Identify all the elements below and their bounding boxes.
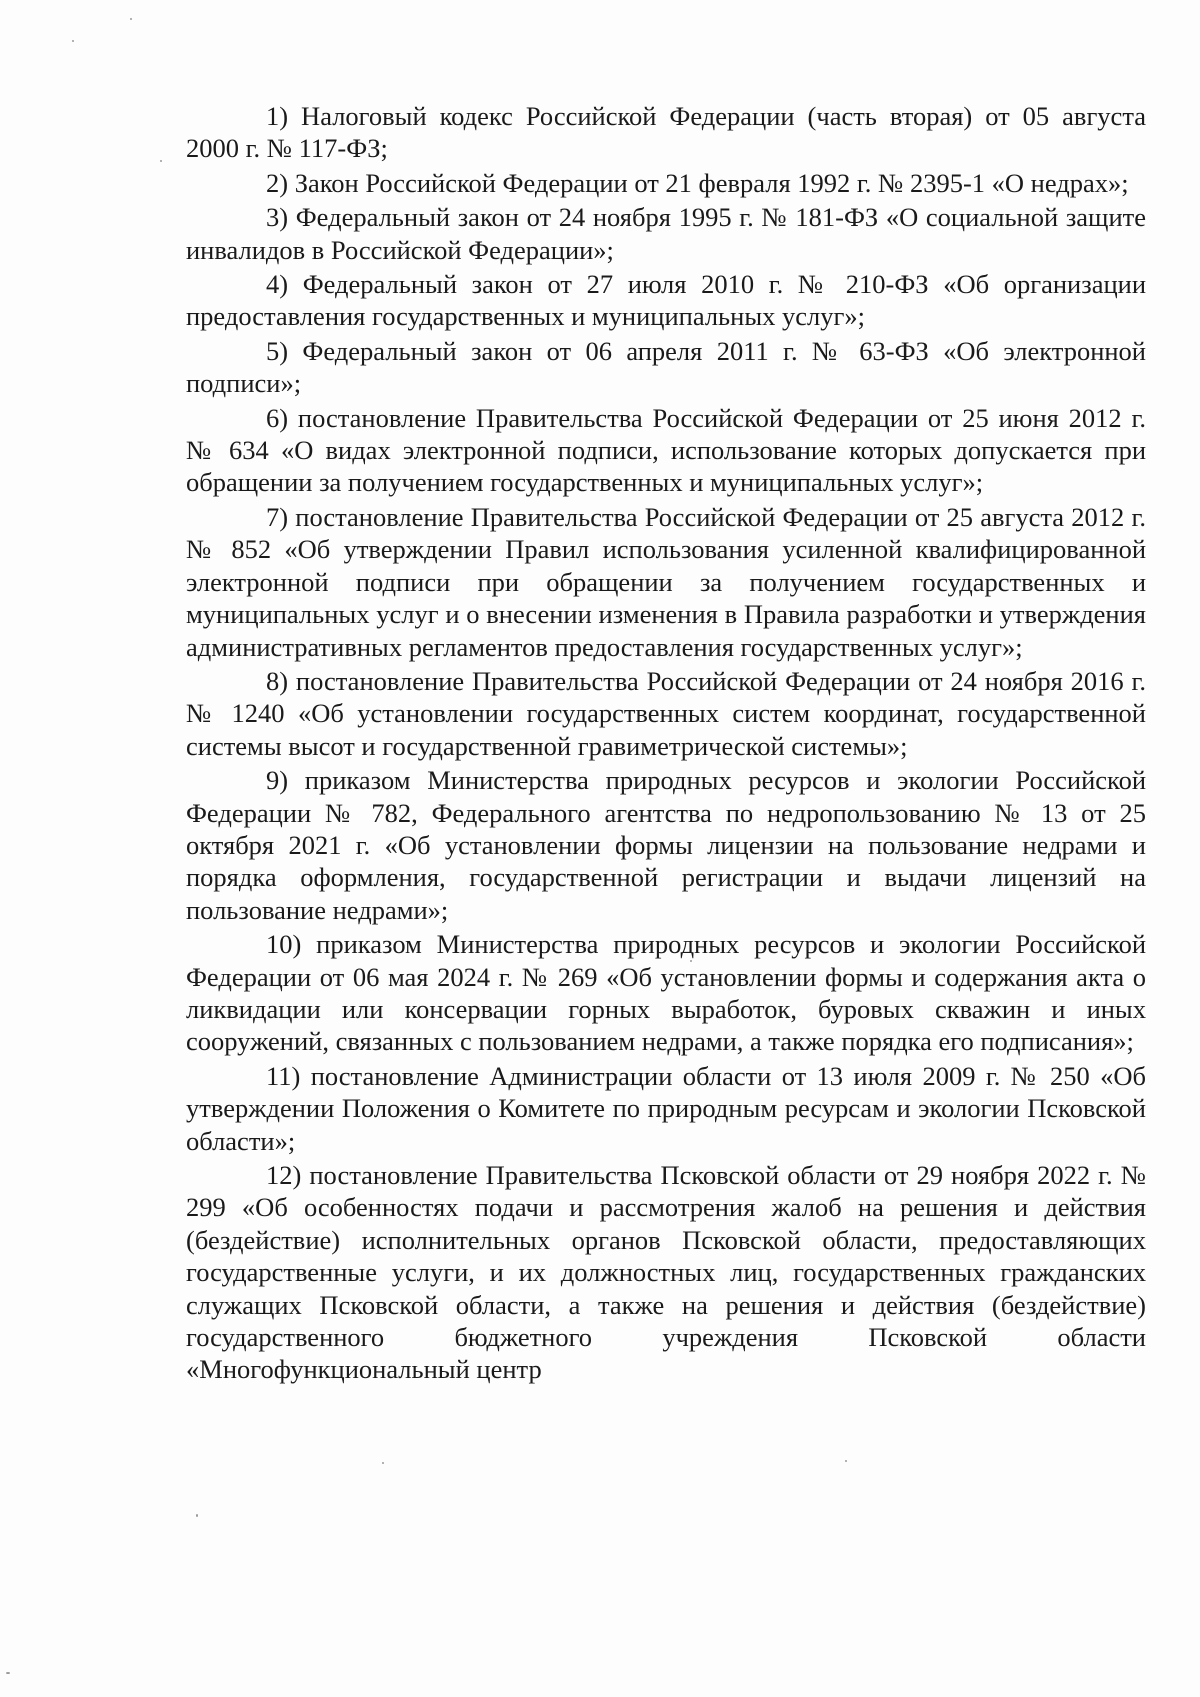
list-item: 10) приказом Министерства природных ресурсов и экологии Российской Федерации от 06 мая 2024 г. № 269 «Об установлении формы и содержания акта о ликвидации или консервации горных выработок, буровых скважин и иных сооружений, связанных с пользованием недрами, а также порядка его подписания»; [186, 929, 1146, 1057]
list-item: 11) постановление Администрации области от 13 июля 2009 г. № 250 «Об утверждении Положения о Комитете по природным ресурсам и экологии Псковской области»; [186, 1060, 1146, 1156]
list-item: 2) Закон Российской Федерации от 21 февраля 1992 г. № 2395-1 «О недрах»; [266, 167, 1129, 198]
scan-speck [130, 18, 132, 20]
list-item: 6) постановление Правительства Российской Федерации от 25 июня 2012 г. № 634 «О видах электронной подписи, использование которых допускается при обращении за получением государственных и муниципальных услуг»; [186, 402, 1146, 498]
scan-speck [845, 1460, 847, 1462]
scan-speck [6, 1672, 10, 1674]
scan-speck [196, 1514, 198, 1517]
list-item: 12) постановление Правительства Псковской области от 29 ноября 2022 г. № 299 «Об особенностях подачи и рассмотрения жалоб на решения и действия (бездействие) исполнительных органов Псковской области, предоставляющих государственные услуги, и их должностных лиц, государственных гражданских служащих Псковской области, а также на решения и действия (бездействие) государственного бюджетного учреждения Псковской области «Многофункциональный центр [186, 1160, 1146, 1385]
list-item: 8) постановление Правительства Российской Федерации от 24 ноября 2016 г. № 1240 «Об установлении государственных систем координат, государственной системы высот и государственной гравиметрической системы»; [186, 665, 1146, 761]
scan-speck [382, 1462, 384, 1464]
document-body [186, 100, 1146, 1388]
list-item: 3) Федеральный закон от 24 ноября 1995 г. № 181-ФЗ «О социальной защите инвалидов в Российской Федерации»; [186, 202, 1146, 265]
list-item: 1) Налоговый кодекс Российской Федерации (часть вторая) от 05 августа 2000 г. № 117-ФЗ; [186, 101, 1146, 164]
list-item: 9) приказом Министерства природных ресурсов и экологии Российской Федерации № 782, Федерального агентства по недропользованию № 13 от 25 октября 2021 г. «Об установлении формы лицензии на пользование недрами и порядка оформления, государственной регистрации и выдачи лицензий на пользование недрами»; [186, 765, 1146, 925]
scan-speck [72, 40, 74, 42]
list-item: 7) постановление Правительства Российской Федерации от 25 августа 2012 г. № 852 «Об утверждении Правил использования усиленной квалифицированной электронной подписи при обращении за получением государственных и муниципальных услуг и о внесении изменения в Правила разработки и утверждения административных регламентов предоставления государственных услуг»; [186, 501, 1146, 662]
list-item: 4) Федеральный закон от 27 июля 2010 г. № 210-ФЗ «Об организации предоставления государственных и муниципальных услуг»; [186, 269, 1146, 332]
scan-speck [690, 960, 692, 962]
scan-speck [160, 160, 162, 162]
list-item: 5) Федеральный закон от 06 апреля 2011 г. № 63-ФЗ «Об электронной подписи»; [186, 335, 1146, 399]
